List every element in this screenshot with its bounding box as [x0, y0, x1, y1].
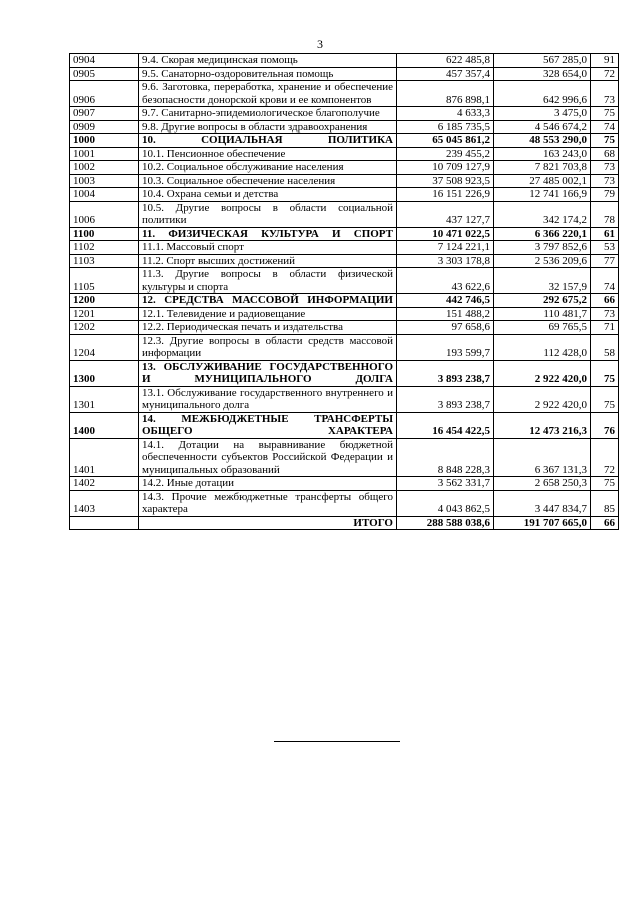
table-row: [70, 201, 619, 227]
row-name: 9.8. Другие вопросы в области здравоохранения: [139, 120, 397, 134]
row-code: 1100: [70, 227, 139, 241]
row-value-1: 457 357,4: [397, 67, 494, 81]
total-row: [70, 516, 619, 530]
row-code: 1403: [70, 490, 139, 516]
row-value-2: 32 157,9: [494, 268, 591, 294]
row-code: 1004: [70, 188, 139, 202]
row-value-1: 10 471 022,5: [397, 227, 494, 241]
row-value-2: 2 536 209,6: [494, 254, 591, 268]
row-percent: 91: [591, 54, 619, 68]
row-value-2: 12 741 166,9: [494, 188, 591, 202]
row-code: 1300: [70, 360, 139, 386]
row-percent: 75: [591, 134, 619, 148]
row-value-2: 69 765,5: [494, 321, 591, 335]
row-name: 10.5. Другие вопросы в области социальной политики: [139, 201, 397, 227]
row-percent: 61: [591, 227, 619, 241]
row-value-1: 239 455,2: [397, 147, 494, 161]
row-name: 10.2. Социальное обслуживание населения: [139, 161, 397, 175]
row-code: 1402: [70, 477, 139, 491]
row-value-2: 7 821 703,8: [494, 161, 591, 175]
row-value-2: 3 475,0: [494, 107, 591, 121]
row-value-2: 6 367 131,3: [494, 438, 591, 477]
row-value-2: 2 658 250,3: [494, 477, 591, 491]
table-row: [70, 120, 619, 134]
row-value-2: 110 481,7: [494, 307, 591, 321]
row-name: 9.4. Скорая медицинская помощь: [139, 54, 397, 68]
row-code: 1301: [70, 386, 139, 412]
row-value-2: 2 922 420,0: [494, 360, 591, 386]
row-name: 13.1. Обслуживание государственного внутреннего и муниципального долга: [139, 386, 397, 412]
row-value-1: 3 893 238,7: [397, 386, 494, 412]
budget-table-body: [70, 54, 619, 530]
row-percent: 66: [591, 294, 619, 308]
row-code: 0906: [70, 81, 139, 107]
row-percent: 76: [591, 412, 619, 438]
row-name: 14.1. Дотации на выравнивание бюджетной обеспеченности субъектов Российской Федерации и муниципальных образований: [139, 438, 397, 477]
row-percent: 71: [591, 321, 619, 335]
row-percent: 74: [591, 120, 619, 134]
row-value-1: 6 185 735,5: [397, 120, 494, 134]
row-value-2: 342 174,2: [494, 201, 591, 227]
row-value-2: 4 546 674,2: [494, 120, 591, 134]
row-value-2: 12 473 216,3: [494, 412, 591, 438]
row-value-1: 7 124 221,1: [397, 241, 494, 255]
row-value-1: 3 562 331,7: [397, 477, 494, 491]
row-percent: 75: [591, 107, 619, 121]
row-code: 0904: [70, 54, 139, 68]
row-name: ИТОГО: [139, 516, 397, 530]
row-name: 11.2. Спорт высших достижений: [139, 254, 397, 268]
row-value-1: 97 658,6: [397, 321, 494, 335]
table-row: [70, 334, 619, 360]
row-value-1: 3 303 178,8: [397, 254, 494, 268]
table-row: [70, 227, 619, 241]
budget-table: [69, 53, 619, 530]
row-value-1: 437 127,7: [397, 201, 494, 227]
table-row: [70, 161, 619, 175]
row-name: 12.1. Телевидение и радиовещание: [139, 307, 397, 321]
row-percent: 53: [591, 241, 619, 255]
row-value-1: 876 898,1: [397, 81, 494, 107]
row-code: 1204: [70, 334, 139, 360]
row-value-1: 37 508 923,5: [397, 174, 494, 188]
row-name: 13. ОБСЛУЖИВАНИЕ ГОСУДАРСТВЕННОГО И МУНИЦИПАЛЬНОГО ДОЛГА: [139, 360, 397, 386]
table-row: [70, 490, 619, 516]
row-code: 1105: [70, 268, 139, 294]
table-row: [70, 134, 619, 148]
row-name: 9.7. Санитарно-эпидемиологическое благополучие: [139, 107, 397, 121]
row-value-2: 112 428,0: [494, 334, 591, 360]
row-value-2: 163 243,0: [494, 147, 591, 161]
row-percent: 75: [591, 386, 619, 412]
row-code: 1002: [70, 161, 139, 175]
row-value-2: 48 553 290,0: [494, 134, 591, 148]
row-code: 1201: [70, 307, 139, 321]
row-name: 10.4. Охрана семьи и детства: [139, 188, 397, 202]
row-code: 0909: [70, 120, 139, 134]
row-percent: 78: [591, 201, 619, 227]
table-row: [70, 254, 619, 268]
row-name: 12.2. Периодическая печать и издательства: [139, 321, 397, 335]
row-code: 1401: [70, 438, 139, 477]
row-name: 10.1. Пенсионное обеспечение: [139, 147, 397, 161]
table-row: [70, 307, 619, 321]
page-number: 3: [317, 37, 323, 51]
row-value-1: 3 893 238,7: [397, 360, 494, 386]
table-row: [70, 174, 619, 188]
row-value-1: 151 488,2: [397, 307, 494, 321]
table-row: [70, 412, 619, 438]
row-value-1: 193 599,7: [397, 334, 494, 360]
row-code: 0907: [70, 107, 139, 121]
row-value-1: 4 633,3: [397, 107, 494, 121]
row-value-1: 8 848 228,3: [397, 438, 494, 477]
row-code: [70, 516, 139, 530]
row-value-2: 6 366 220,1: [494, 227, 591, 241]
row-percent: 75: [591, 477, 619, 491]
table-row: [70, 438, 619, 477]
row-name: 14.2. Иные дотации: [139, 477, 397, 491]
row-value-1: 622 485,8: [397, 54, 494, 68]
row-code: 1000: [70, 134, 139, 148]
row-code: 1001: [70, 147, 139, 161]
row-name: 14. МЕЖБЮДЖЕТНЫЕ ТРАНСФЕРТЫ ОБЩЕГО ХАРАКТЕРА: [139, 412, 397, 438]
row-value-1: 288 588 038,6: [397, 516, 494, 530]
row-code: 1003: [70, 174, 139, 188]
row-code: 1103: [70, 254, 139, 268]
row-name: 10.3. Социальное обеспечение населения: [139, 174, 397, 188]
row-percent: 85: [591, 490, 619, 516]
row-value-1: 43 622,6: [397, 268, 494, 294]
table-row: [70, 321, 619, 335]
row-value-1: 10 709 127,9: [397, 161, 494, 175]
table-row: [70, 188, 619, 202]
row-value-1: 16 151 226,9: [397, 188, 494, 202]
row-code: 0905: [70, 67, 139, 81]
row-percent: 75: [591, 360, 619, 386]
row-percent: 79: [591, 188, 619, 202]
row-name: 11.1. Массовый спорт: [139, 241, 397, 255]
row-percent: 58: [591, 334, 619, 360]
row-percent: 74: [591, 268, 619, 294]
row-name: 12.3. Другие вопросы в области средств массовой информации: [139, 334, 397, 360]
row-value-2: 567 285,0: [494, 54, 591, 68]
row-name: 12. СРЕДСТВА МАССОВОЙ ИНФОРМАЦИИ: [139, 294, 397, 308]
row-value-1: 65 045 861,2: [397, 134, 494, 148]
table-row: [70, 54, 619, 68]
table-row: [70, 477, 619, 491]
row-value-2: 642 996,6: [494, 81, 591, 107]
row-name: 11.3. Другие вопросы в области физической культуры и спорта: [139, 268, 397, 294]
table-row: [70, 147, 619, 161]
footer-divider: [274, 741, 400, 742]
table-row: [70, 360, 619, 386]
row-name: 9.5. Санаторно-оздоровительная помощь: [139, 67, 397, 81]
row-percent: 72: [591, 67, 619, 81]
table-row: [70, 67, 619, 81]
row-name: 14.3. Прочие межбюджетные трансферты общего характера: [139, 490, 397, 516]
row-percent: 68: [591, 147, 619, 161]
row-value-2: 328 654,0: [494, 67, 591, 81]
row-code: 1102: [70, 241, 139, 255]
row-value-1: 442 746,5: [397, 294, 494, 308]
table-row: [70, 81, 619, 107]
table-row: [70, 386, 619, 412]
table-row: [70, 294, 619, 308]
table-row: [70, 107, 619, 121]
row-value-1: 16 454 422,5: [397, 412, 494, 438]
row-value-2: 3 447 834,7: [494, 490, 591, 516]
row-percent: 73: [591, 81, 619, 107]
row-name: 10. СОЦИАЛЬНАЯ ПОЛИТИКА: [139, 134, 397, 148]
row-value-2: 3 797 852,6: [494, 241, 591, 255]
row-percent: 73: [591, 307, 619, 321]
row-percent: 73: [591, 174, 619, 188]
row-percent: 73: [591, 161, 619, 175]
row-code: 1202: [70, 321, 139, 335]
row-percent: 66: [591, 516, 619, 530]
row-value-2: 292 675,2: [494, 294, 591, 308]
table-row: [70, 241, 619, 255]
table-row: [70, 268, 619, 294]
row-value-2: 27 485 002,1: [494, 174, 591, 188]
row-code: 1400: [70, 412, 139, 438]
row-value-1: 4 043 862,5: [397, 490, 494, 516]
row-percent: 72: [591, 438, 619, 477]
row-percent: 77: [591, 254, 619, 268]
row-code: 1200: [70, 294, 139, 308]
row-value-2: 191 707 665,0: [494, 516, 591, 530]
row-name: 11. ФИЗИЧЕСКАЯ КУЛЬТУРА И СПОРТ: [139, 227, 397, 241]
row-code: 1006: [70, 201, 139, 227]
row-name: 9.6. Заготовка, переработка, хранение и обеспечение безопасности донорской крови и ее компонентов: [139, 81, 397, 107]
row-value-2: 2 922 420,0: [494, 386, 591, 412]
